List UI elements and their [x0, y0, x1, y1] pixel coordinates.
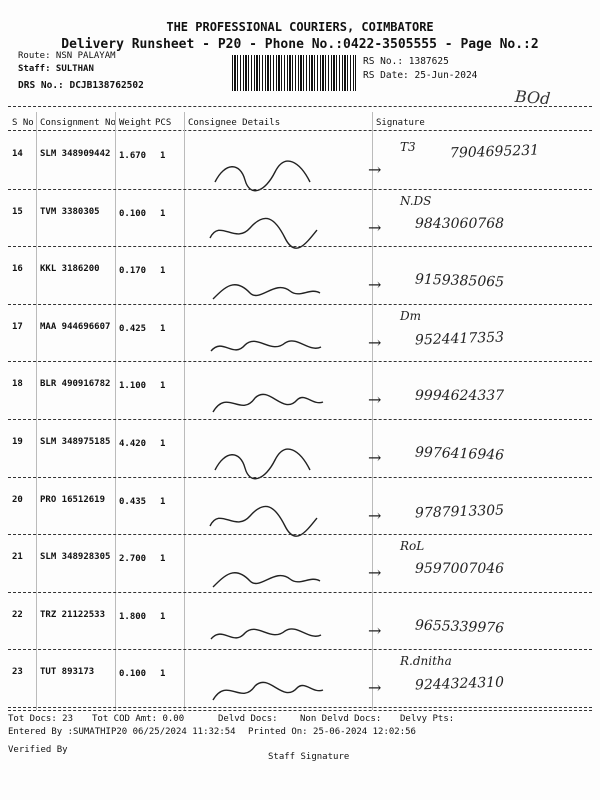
row-sno: 22 — [12, 609, 23, 620]
consignee-handwriting — [205, 382, 335, 422]
consignee-handwriting — [205, 267, 335, 307]
row-weight: 0.435 — [119, 496, 147, 507]
signature-phone: 9994624337 — [415, 388, 505, 405]
arrow-icon: → — [368, 448, 382, 467]
row-divider — [8, 707, 592, 708]
col-consignment: Consignment No — [40, 118, 116, 128]
row-pcs: 1 — [160, 323, 166, 334]
signature-phone: 9159385065 — [414, 271, 505, 291]
table-row — [0, 247, 600, 304]
row-pcs: 1 — [160, 266, 166, 277]
row-pcs: 1 — [160, 208, 166, 219]
row-consignment-no: SLM 348928305 — [40, 552, 111, 563]
table-row — [0, 420, 600, 477]
row-weight: 2.700 — [119, 554, 147, 565]
consignee-handwriting — [205, 498, 335, 538]
row-pcs: 1 — [160, 554, 166, 565]
signature-note: N.DS — [400, 193, 432, 208]
consignee-handwriting — [205, 325, 335, 365]
col-consignee: Consignee Details — [188, 118, 281, 128]
footer-divider — [8, 710, 592, 711]
row-consignment-no: TVM 3380305 — [40, 206, 100, 217]
signature-phone: 9843060768 — [415, 215, 505, 232]
consignee-handwriting — [205, 210, 335, 250]
signature-phone: 9244324310 — [414, 674, 505, 694]
arrow-icon: → — [368, 160, 382, 179]
company-title: THE PROFESSIONAL COURIERS, COIMBATORE — [166, 20, 434, 34]
drs-number: DRS No.: DCJB138762502 — [18, 80, 144, 91]
row-pcs: 1 — [160, 611, 166, 622]
signature-phone: 9524417353 — [414, 329, 505, 349]
consignee-handwriting — [205, 555, 335, 595]
signature-phone: 9787913305 — [414, 502, 505, 522]
total-cod: Tot COD Amt: 0.00 — [92, 714, 185, 724]
signature-note: R.dnitha — [400, 654, 452, 669]
printed-on: Printed On: 25-06-2024 12:02:56 — [248, 727, 416, 737]
row-pcs: 1 — [160, 669, 166, 680]
row-sno: 16 — [12, 264, 23, 275]
handwritten-mark: BOd — [514, 86, 552, 109]
table-row — [0, 650, 600, 707]
table-row — [0, 535, 600, 592]
row-sno: 18 — [12, 379, 23, 390]
total-docs: Tot Docs: 23 — [8, 714, 74, 724]
table-row — [0, 305, 600, 362]
arrow-icon: → — [368, 678, 382, 698]
verified-by: Verified By — [8, 745, 68, 755]
signature-phone: 9655339976 — [414, 617, 505, 637]
route-label: Route: NSN PALAYAM — [18, 51, 116, 61]
col-sno: S No — [12, 118, 34, 128]
header-bottom-divider — [8, 130, 592, 131]
signature-phone: 7904695231 — [449, 142, 540, 162]
row-sno: 14 — [12, 149, 23, 159]
row-sno: 15 — [12, 206, 23, 217]
signature-note: T3 — [400, 140, 416, 154]
row-pcs: 1 — [160, 439, 166, 449]
table-row — [0, 132, 600, 189]
table-row — [0, 593, 600, 650]
arrow-icon: → — [368, 563, 382, 583]
arrow-icon: → — [368, 275, 382, 295]
signature-phone: 9976416946 — [414, 444, 505, 464]
row-weight: 1.670 — [119, 151, 147, 161]
arrow-icon: → — [368, 332, 382, 352]
row-sno: 21 — [12, 552, 23, 563]
row-weight: 4.420 — [119, 439, 147, 449]
row-weight: 0.100 — [119, 669, 147, 680]
arrow-icon: → — [368, 390, 382, 410]
consignee-handwriting — [205, 152, 335, 192]
row-sno: 17 — [12, 321, 23, 332]
runsheet-subtitle: Delivery Runsheet - P20 - Phone No.:0422-3505555 - Page No.:2 — [61, 37, 539, 52]
staff-signature: Staff Signature — [268, 752, 350, 762]
row-weight: 0.170 — [119, 266, 147, 277]
row-weight: 0.100 — [119, 208, 147, 219]
row-consignment-no: KKL 3186200 — [40, 264, 100, 275]
row-consignment-no: SLM 348909442 — [40, 149, 111, 159]
row-sno: 19 — [12, 437, 23, 447]
signature-phone: 9597007046 — [415, 561, 505, 578]
row-sno: 20 — [12, 494, 23, 505]
consignee-handwriting — [205, 670, 335, 710]
row-consignment-no: SLM 348975185 — [40, 437, 111, 447]
col-signature: Signature — [376, 118, 425, 128]
row-consignment-no: BLR 490916782 — [40, 379, 111, 390]
row-pcs: 1 — [160, 381, 166, 392]
arrow-icon: → — [368, 620, 382, 640]
row-consignment-no: TRZ 21122533 — [40, 609, 106, 620]
signature-note: RoL — [400, 539, 425, 554]
row-consignment-no: MAA 944696607 — [40, 321, 111, 332]
delivery-points: Delvy Pts: — [400, 714, 455, 724]
arrow-icon: → — [368, 217, 382, 237]
row-pcs: 1 — [160, 496, 166, 507]
consignee-handwriting — [205, 440, 335, 480]
staff-label: Staff: SULTHAN — [18, 64, 94, 74]
delivered-docs: Delvd Docs: — [218, 714, 278, 724]
col-pcs: PCS — [155, 118, 172, 128]
entered-by: Entered By :SUMATHIP20 06/25/2024 11:32:54 — [8, 727, 236, 737]
row-weight: 1.800 — [119, 611, 147, 622]
signature-note: Dm — [400, 308, 421, 323]
col-weight: Weight — [119, 118, 152, 128]
row-weight: 0.425 — [119, 323, 147, 334]
row-weight: 1.100 — [119, 381, 147, 392]
header-divider — [8, 106, 592, 107]
rs-date: RS Date: 25-Jun-2024 — [363, 70, 478, 81]
row-sno: 23 — [12, 667, 23, 678]
row-pcs: 1 — [160, 151, 166, 161]
row-consignment-no: TUT 893173 — [40, 667, 95, 678]
barcode — [232, 55, 356, 91]
table-row — [0, 190, 600, 247]
table-row — [0, 362, 600, 419]
table-row — [0, 478, 600, 535]
consignee-handwriting — [205, 613, 335, 653]
arrow-icon: → — [368, 505, 382, 525]
rs-number: RS No.: 1387625 — [363, 56, 449, 67]
row-consignment-no: PRO 16512619 — [40, 494, 106, 505]
non-delivered-docs: Non Delvd Docs: — [300, 714, 382, 724]
